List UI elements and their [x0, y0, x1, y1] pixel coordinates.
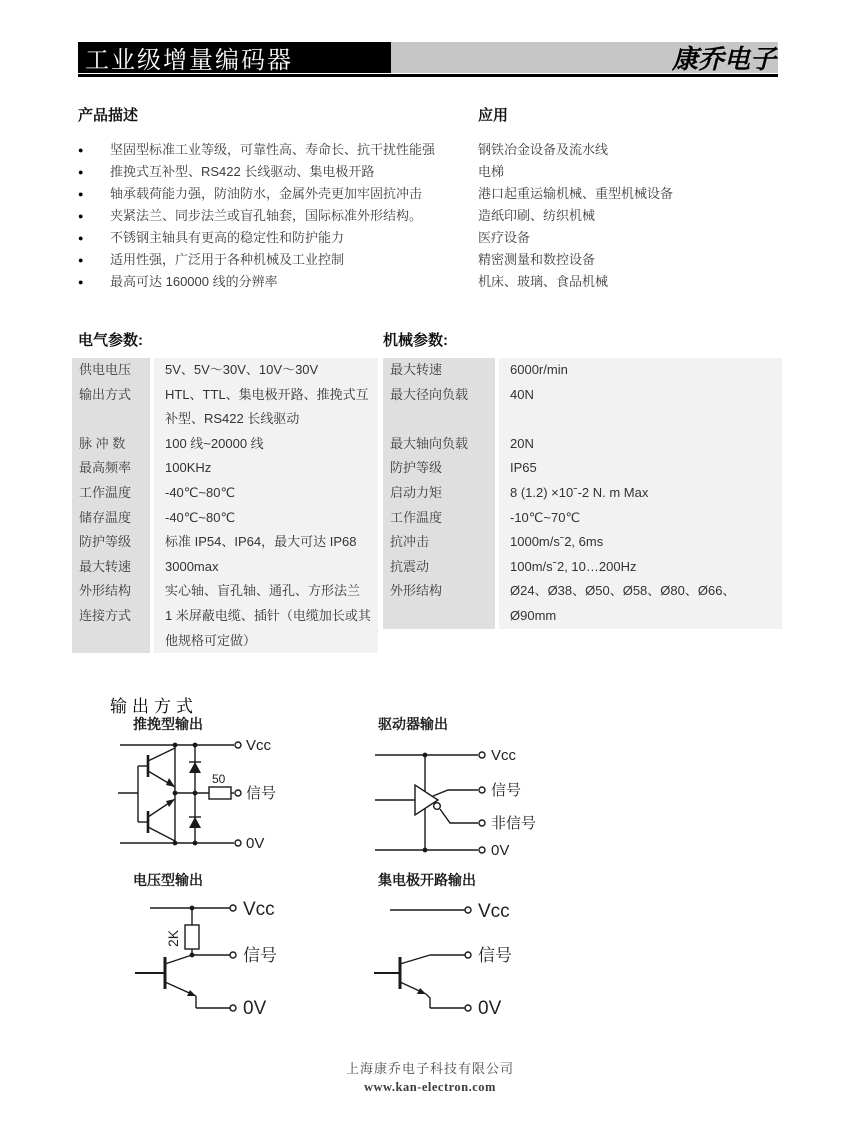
description-item: 推挽式互补型、RS422 长线驱动、集电极开路 [110, 164, 375, 179]
description-item: 坚固型标准工业等级，可靠性高、寿命长、抗干扰性能强 [110, 142, 436, 157]
table-row [72, 383, 378, 432]
table-row [72, 358, 378, 383]
param-label: 脉 冲 数 [72, 432, 150, 457]
param-label: 最高频率 [72, 456, 150, 481]
voltage-circuit [128, 895, 338, 1020]
vcc-label: Vcc [246, 737, 272, 754]
company-name: 上海康乔电子科技有限公司 [345, 1061, 514, 1076]
signal-label: 信号 [478, 946, 512, 965]
voltage-diagram [128, 895, 338, 1025]
param-value: -40℃~80℃ [154, 506, 378, 531]
param-label: 抗冲击 [383, 530, 495, 555]
param-label: 储存温度 [72, 506, 150, 531]
push-pull-circuit [112, 735, 312, 855]
param-value: HTL、TTL、集电极开路、推挽式互补型、RS422 长线驱动 [154, 383, 378, 432]
website-url: www.kan-electron.com [364, 1080, 496, 1094]
brand-name: 康乔电子 [391, 42, 778, 73]
resistor-value: 50 [212, 772, 226, 786]
table-row [383, 579, 782, 628]
param-value: 标准 IP54、IP64，最大可达 IP68 [154, 530, 378, 555]
param-label: 抗震动 [383, 555, 495, 580]
param-value: IP65 [499, 456, 782, 481]
param-label: 外形结构 [383, 579, 495, 628]
param-value: 实心轴、盲孔轴、通孔、方形法兰 [154, 579, 378, 604]
bullet-icon: ● [78, 145, 84, 155]
param-label: 输出方式 [72, 383, 150, 432]
driver-circuit [373, 745, 583, 860]
description-item: 不锈钢主轴具有更高的稳定性和防护能力 [110, 230, 345, 245]
param-value: 1 米屏蔽电缆、插针（电缆加长或其他规格可定做） [154, 604, 378, 653]
param-value: 20N [499, 432, 782, 457]
param-value: 3000max [154, 555, 378, 580]
signal-label: 信号 [243, 946, 277, 965]
param-value: 8 (1.2) ×10ˉ-2 N. m Max [499, 481, 782, 506]
electrical-table [72, 358, 378, 653]
param-value: Ø24、Ø38、Ø50、Ø58、Ø80、Ø66、Ø90mm [499, 579, 782, 628]
page-header [78, 42, 778, 77]
signal-label: 信号 [246, 785, 277, 802]
application-item: 造纸印刷、纺织机械 [478, 208, 596, 223]
driver-diagram [373, 745, 583, 865]
table-row [383, 481, 782, 506]
mechanical-title: 机械参数: [383, 332, 448, 349]
param-label: 最大转速 [72, 555, 150, 580]
param-value: 40N [499, 383, 782, 432]
application-item: 机床、玻璃、食品机械 [478, 274, 609, 289]
description-item: 最高可达 160000 线的分辨率 [110, 274, 278, 289]
mechanical-table [383, 358, 782, 629]
param-value: 6000r/min [499, 358, 782, 383]
param-value: 100 线~20000 线 [154, 432, 378, 457]
list-item [78, 227, 435, 249]
param-label: 工作温度 [383, 506, 495, 531]
vcc-label: Vcc [243, 899, 275, 920]
table-row [72, 530, 378, 555]
param-label: 启动力矩 [383, 481, 495, 506]
list-item [78, 205, 435, 227]
param-label: 工作温度 [72, 481, 150, 506]
param-label: 最大径向负载 [383, 383, 495, 432]
description-item: 夹紧法兰、同步法兰或盲孔轴套，国际标准外形结构。 [110, 208, 423, 223]
list-item [78, 161, 435, 183]
param-value: -40℃~80℃ [154, 481, 378, 506]
bullet-icon: ● [78, 255, 84, 265]
description-item: 轴承载荷能力强，防油防水，金属外壳更加牢固抗冲击 [110, 186, 423, 201]
param-value: 1000m/sˉ2, 6ms [499, 530, 782, 555]
table-row [72, 555, 378, 580]
gnd-label: 0V [491, 842, 510, 859]
inverted-signal-label: 非信号 [491, 815, 537, 832]
page-footer [0, 1058, 844, 1095]
bullet-icon: ● [78, 277, 84, 287]
param-label: 连接方式 [72, 604, 150, 653]
table-row [383, 358, 782, 383]
table-row [72, 579, 378, 604]
table-row [72, 432, 378, 457]
table-row [383, 456, 782, 481]
param-label: 最大转速 [383, 358, 495, 383]
gnd-label: 0V [246, 835, 265, 852]
description-item: 适用性强，广泛用于各种机械及工业控制 [110, 252, 345, 267]
open-collector-circuit [368, 895, 578, 1020]
param-value: 100KHz [154, 456, 378, 481]
list-item [78, 183, 435, 205]
application-item: 医疗设备 [478, 230, 531, 245]
table-row [383, 383, 782, 432]
application-item: 港口起重运输机械、重型机械设备 [478, 186, 674, 201]
table-row [383, 530, 782, 555]
table-row [383, 506, 782, 531]
push-pull-diagram [112, 735, 312, 860]
bullet-icon: ● [78, 233, 84, 243]
table-row [383, 555, 782, 580]
driver-label: 驱动器输出 [378, 716, 448, 732]
application-item: 钢铁冶金设备及流水线 [478, 142, 609, 157]
param-label: 外形结构 [72, 579, 150, 604]
push-pull-label: 推挽型输出 [133, 716, 203, 732]
applications-title: 应用 [478, 107, 509, 124]
gnd-label: 0V [243, 998, 267, 1019]
param-value: -10℃~70℃ [499, 506, 782, 531]
list-item [78, 271, 435, 293]
applications-list [478, 139, 673, 293]
param-label: 防护等级 [383, 456, 495, 481]
param-label: 供电电压 [72, 358, 150, 383]
table-row [72, 481, 378, 506]
gnd-label: 0V [478, 998, 502, 1019]
signal-label: 信号 [491, 782, 522, 799]
vcc-label: Vcc [491, 747, 517, 764]
open-collector-diagram [368, 895, 578, 1025]
param-value: 100m/sˉ2, 10…200Hz [499, 555, 782, 580]
param-value: 5V、5V～30V、10V～30V [154, 358, 378, 383]
application-item: 电梯 [478, 164, 505, 179]
bullet-icon: ● [78, 167, 84, 177]
description-title: 产品描述 [78, 107, 139, 124]
electrical-title: 电气参数: [78, 332, 143, 349]
table-row [72, 456, 378, 481]
output-modes-title: 输出方式 [110, 697, 198, 716]
list-item [78, 249, 435, 271]
application-item: 精密测量和数控设备 [478, 252, 596, 267]
header-bar [78, 42, 778, 73]
voltage-label: 电压型输出 [133, 872, 203, 888]
param-label: 最大轴向负载 [383, 432, 495, 457]
bullet-icon: ● [78, 189, 84, 199]
list-item [78, 139, 435, 161]
open-collector-label: 集电极开路输出 [378, 872, 476, 888]
vcc-label: Vcc [478, 901, 510, 922]
table-row [383, 432, 782, 457]
bullet-icon: ● [78, 211, 84, 221]
table-row [72, 506, 378, 531]
description-list [78, 139, 435, 293]
table-row [72, 604, 378, 653]
page-title: 工业级增量编码器 [78, 42, 391, 73]
param-label: 防护等级 [72, 530, 150, 555]
resistor-value: 2K [165, 929, 181, 947]
